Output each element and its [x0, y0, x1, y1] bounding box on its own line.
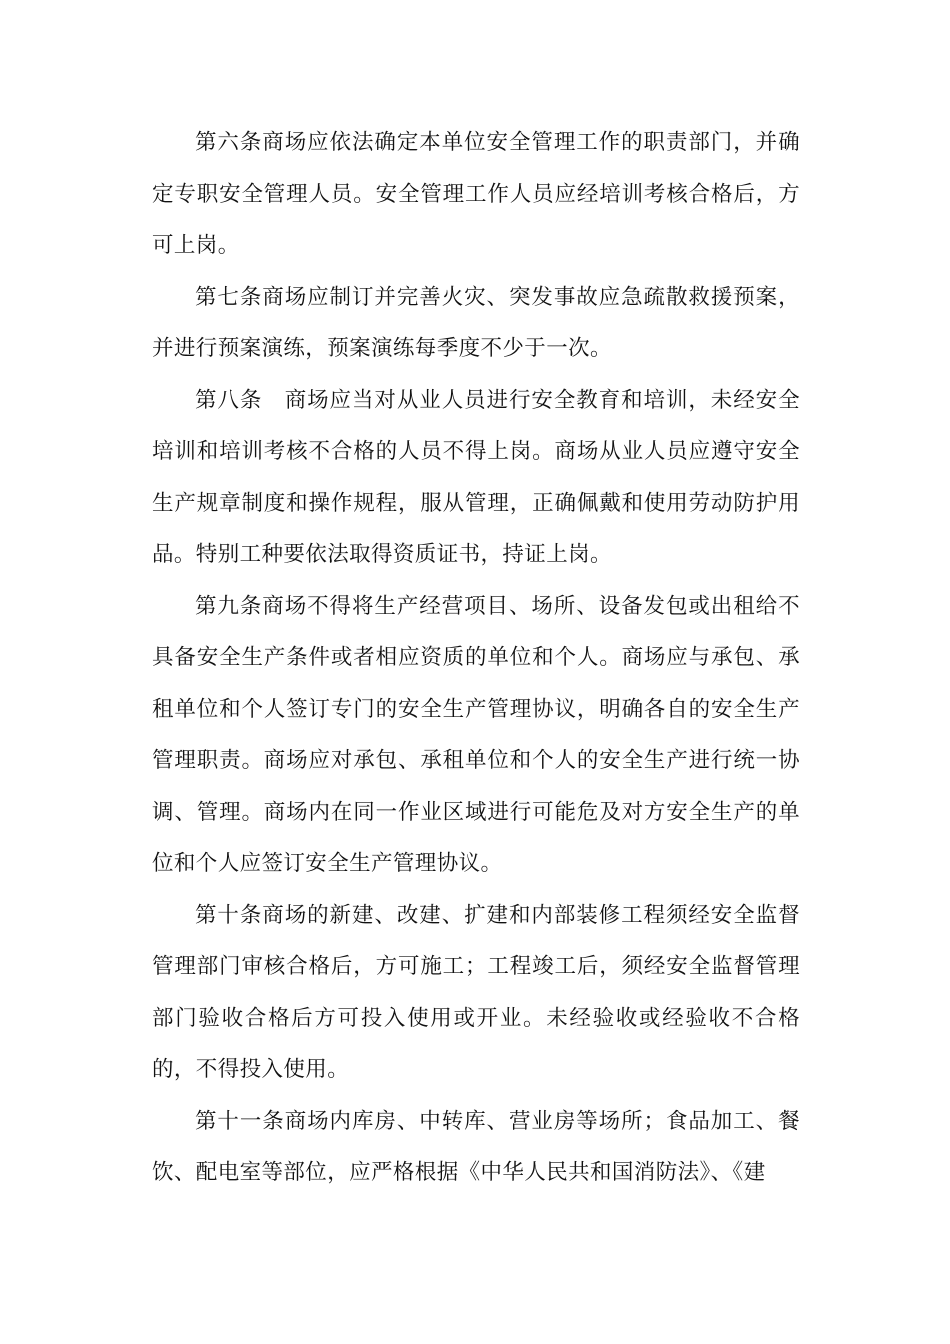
document-body [152, 117, 800, 1199]
article-8-paragraph: 第八条 商场应当对从业人员进行安全教育和培训，未经安全培训和培训考核不合格的人员不得上岗。商场从业人员应遵守安全生产规章制度和操作规程，服从管理，正确佩戴和使用劳动防护用品。特别工种要依法取得资质证书，持证上岗。 [152, 387, 800, 567]
article-7-paragraph: 第七条商场应制订并完善火灾、突发事故应急疏散救援预案，并进行预案演练，预案演练每季度不少于一次。 [152, 284, 800, 361]
article-10-paragraph: 第十条商场的新建、改建、扩建和内部装修工程须经安全监督管理部门审核合格后，方可施工；工程竣工后，须经安全监督管理部门验收合格后方可投入使用或开业。未经验收或经验收不合格的，不得投入使用。 [152, 902, 800, 1082]
article-9-paragraph: 第九条商场不得将生产经营项目、场所、设备发包或出租给不具备安全生产条件或者相应资质的单位和个人。商场应与承包、承租单位和个人签订专门的安全生产管理协议，明确各自的安全生产管理职责。商场应对承包、承租单位和个人的安全生产进行统一协调、管理。商场内在同一作业区域进行可能危及对方安全生产的单位和个人应签订安全生产管理协议。 [152, 593, 800, 876]
article-6-paragraph: 第六条商场应依法确定本单位安全管理工作的职责部门，并确定专职安全管理人员。安全管理工作人员应经培训考核合格后，方可上岗。 [152, 130, 800, 258]
article-11-paragraph: 第十一条商场内库房、中转库、营业房等场所；食品加工、餐饮、配电室等部位，应严格根据《中华人民共和国消防法》、《建 [152, 1108, 800, 1185]
